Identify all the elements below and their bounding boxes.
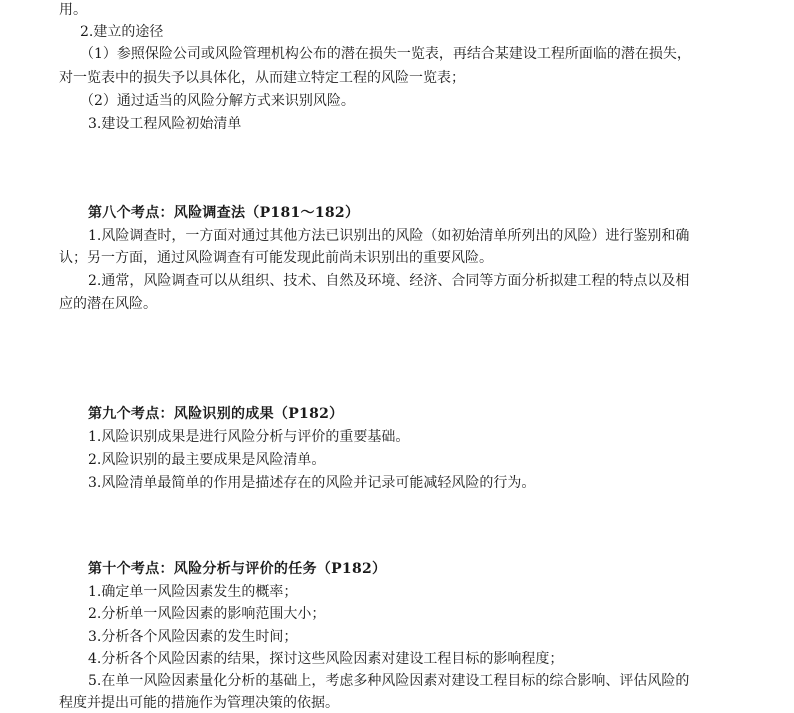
text-line: 程度并提出可能的措施作为管理决策的依据。 xyxy=(59,695,339,711)
text-line: 1.风险调查时，一方面对通过其他方法已识别出的风险（如初始清单所列出的风险）进行鉴别和确 xyxy=(88,228,690,244)
section-heading: 第九个考点：风险识别的成果（P182） xyxy=(88,406,344,422)
text-line: 4.分析各个风险因素的结果，探讨这些风险因素对建设工程目标的影响程度； xyxy=(88,651,564,667)
text-line: 认；另一方面，通过风险调查有可能发现此前尚未识别出的重要风险。 xyxy=(59,250,493,266)
text-line: 1.确定单一风险因素发生的概率； xyxy=(88,584,298,600)
text-line: 用。 xyxy=(59,2,87,18)
text-line: （2）通过适当的风险分解方式来识别风险。 xyxy=(80,93,355,109)
text-line: 2.建立的途径 xyxy=(80,24,164,40)
text-line: 对一览表中的损失予以具体化，从而建立特定工程的风险一览表； xyxy=(59,70,465,86)
text-line: （1）参照保险公司或风险管理机构公布的潜在损失一览表，再结合某建设工程所面临的潜在损失， xyxy=(80,46,691,62)
section-heading: 第八个考点：风险调查法（P181～182） xyxy=(88,205,360,221)
section-heading: 第十个考点：风险分析与评价的任务（P182） xyxy=(88,561,387,577)
text-line: 1.风险识别成果是进行风险分析与评价的重要基础。 xyxy=(88,429,410,445)
text-line: 2.分析单一风险因素的影响范围大小； xyxy=(88,606,326,622)
text-line: 2.风险识别的最主要成果是风险清单。 xyxy=(88,452,326,468)
text-line: 3.分析各个风险因素的发生时间； xyxy=(88,629,298,645)
text-line: 3.建设工程风险初始清单 xyxy=(88,116,242,132)
text-line: 5.在单一风险因素量化分析的基础上，考虑多种风险因素对建设工程目标的综合影响、评估风险的 xyxy=(88,673,690,689)
text-line: 2.通常，风险调查可以从组织、技术、自然及环境、经济、合同等方面分析拟建工程的特点以及相 xyxy=(88,273,690,289)
text-line: 应的潜在风险。 xyxy=(59,296,157,312)
text-line: 3.风险清单最简单的作用是描述存在的风险并记录可能减轻风险的行为。 xyxy=(88,475,536,491)
